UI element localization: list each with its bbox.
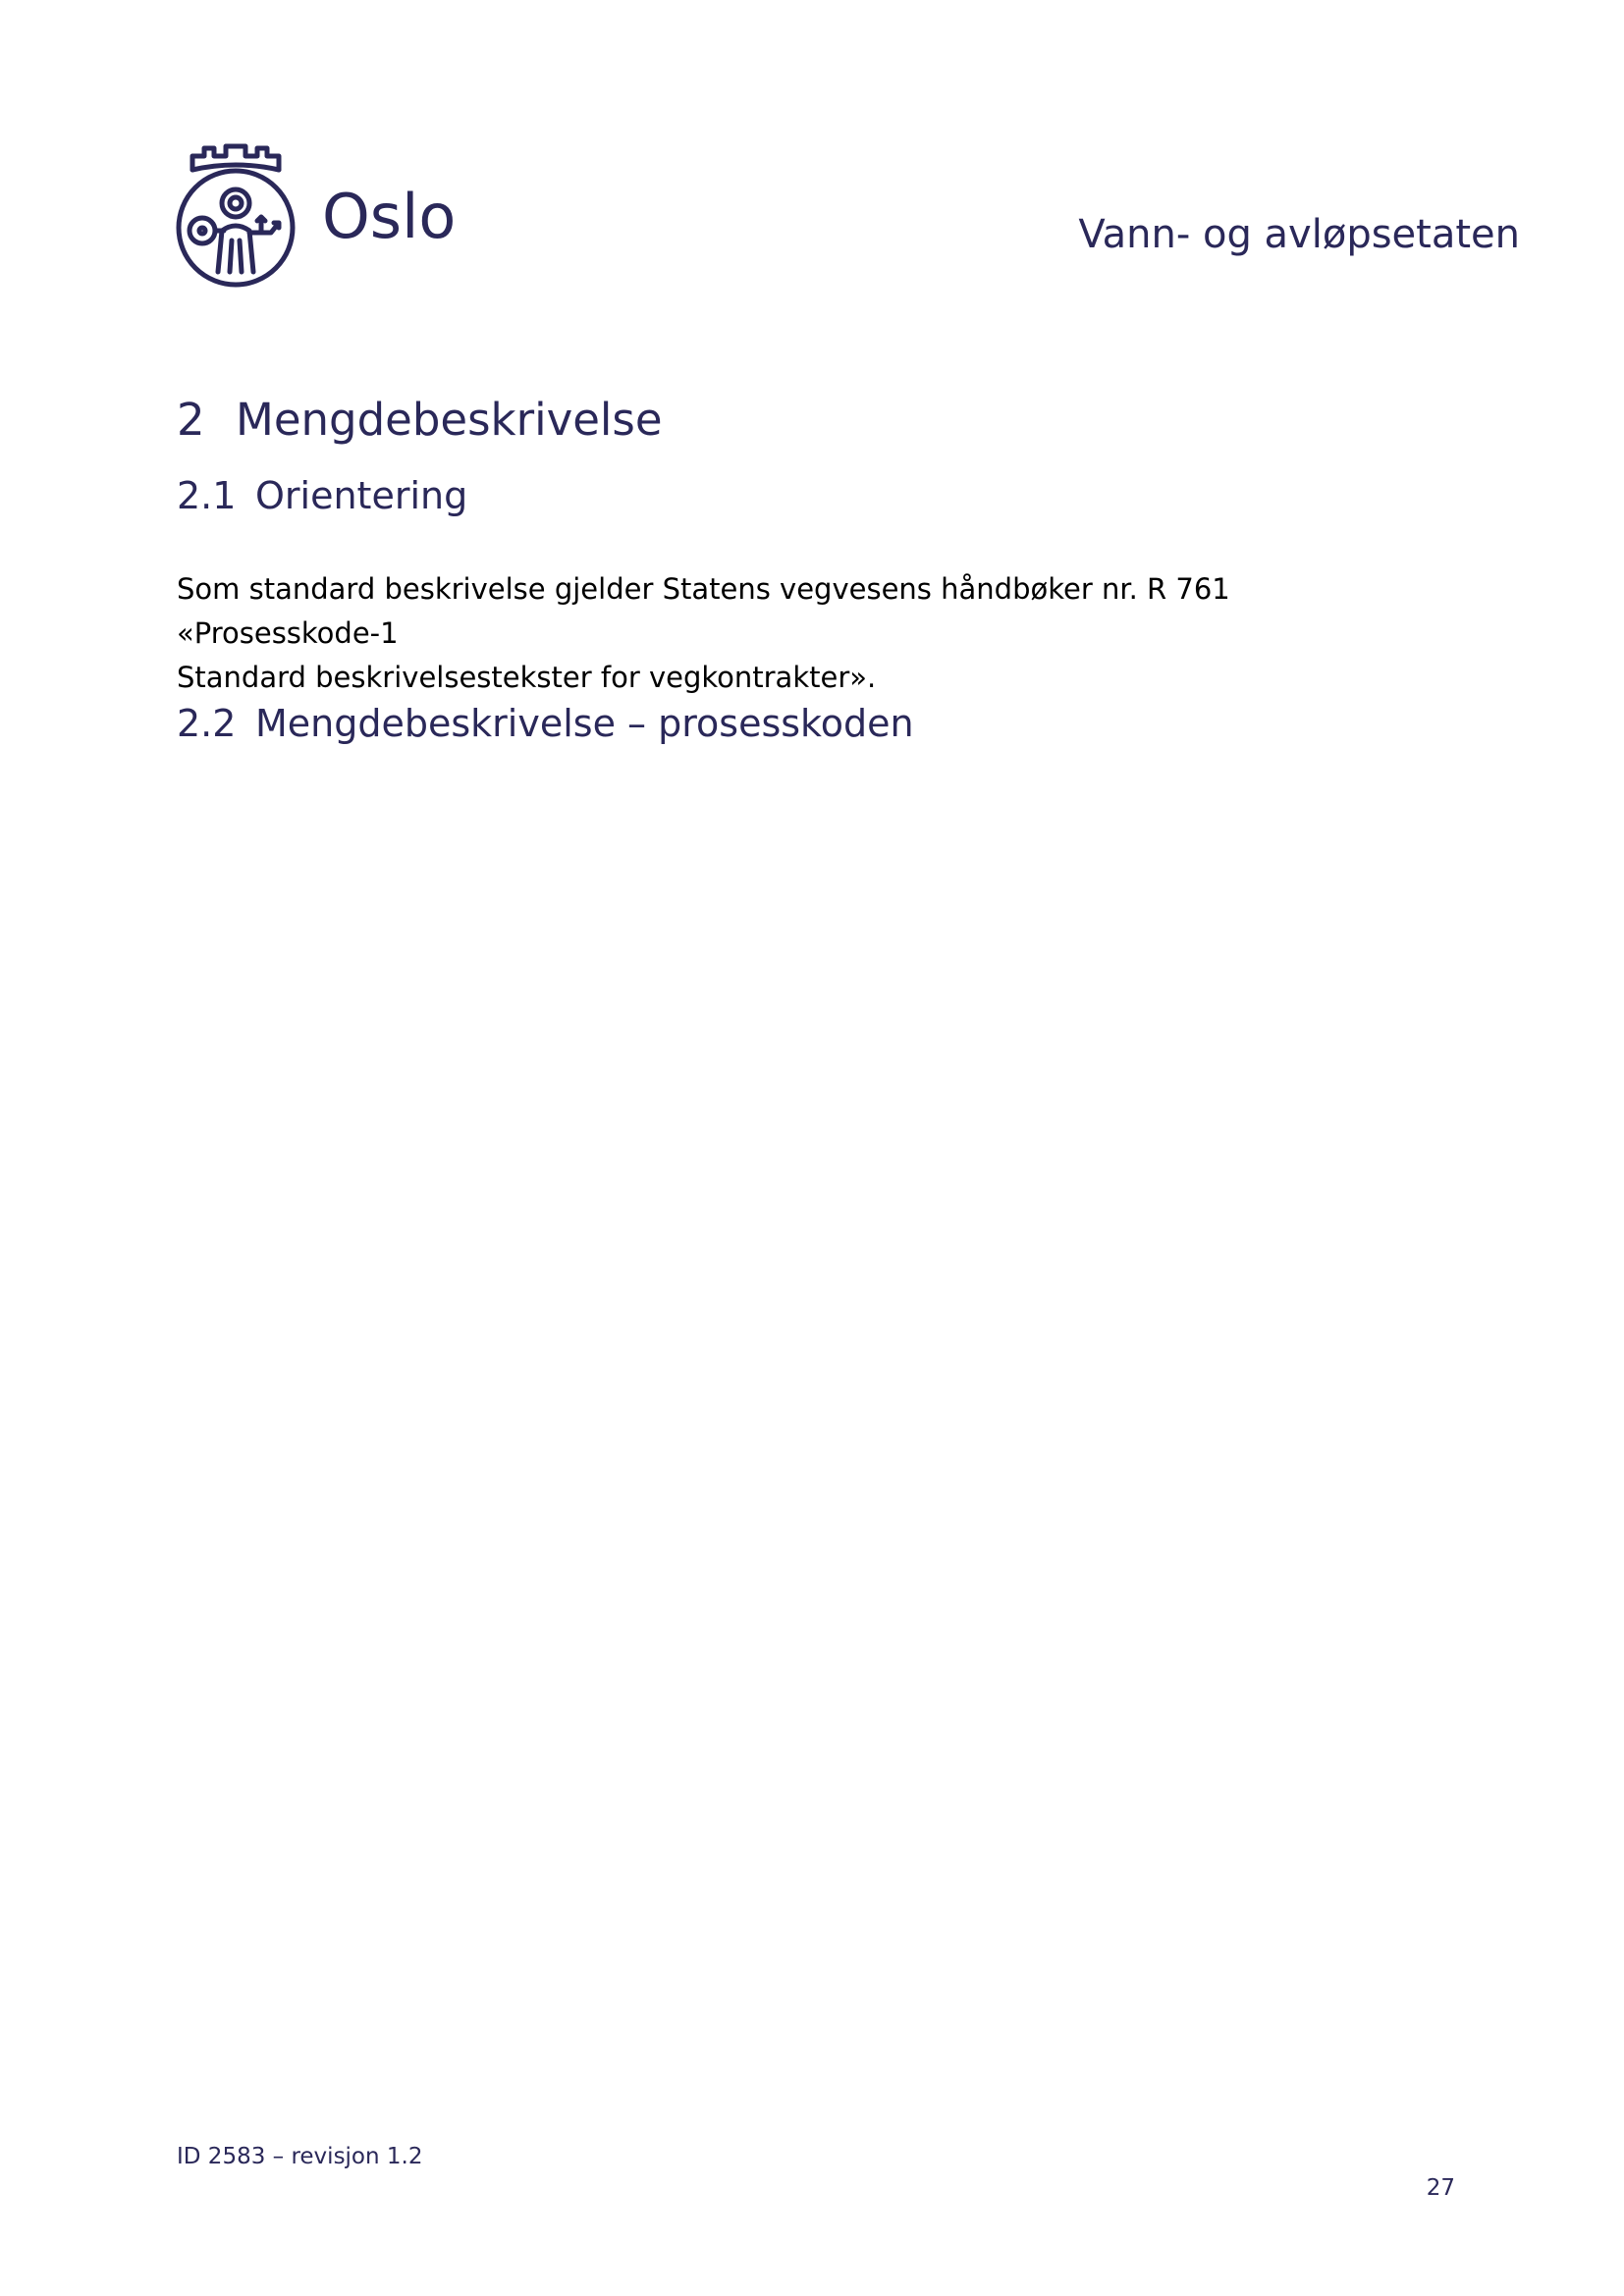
section-number: 2: [177, 394, 205, 446]
subsection-title: Mengdebeskrivelse – prosesskoden: [255, 702, 914, 745]
subsection-title: Orientering: [255, 474, 468, 517]
subsection-number: 2.1: [177, 474, 237, 517]
subsection-number: 2.2: [177, 702, 237, 745]
oslo-city-seal-icon: [175, 142, 297, 290]
paragraph-line: Som standard beskrivelse gjelder Statens vegvesens håndbøker nr. R 761 «Prosesskode-1: [177, 572, 1230, 650]
page-number: 27: [1426, 2175, 1455, 2201]
section-title: Mengdebeskrivelse: [236, 394, 663, 446]
orientation-paragraph: [177, 567, 1394, 700]
subsection-heading-2-2: [177, 702, 914, 745]
document-id: ID 2583 – revisjon 1.2: [177, 2144, 423, 2169]
logo-wordmark: Oslo: [322, 181, 457, 252]
paragraph-line: Standard beskrivelsestekster for vegkontrakter».: [177, 661, 877, 694]
subsection-heading-2-1: [177, 474, 468, 517]
department-name: Vann- og avløpsetaten: [1078, 212, 1520, 257]
section-heading-2: [177, 394, 663, 446]
